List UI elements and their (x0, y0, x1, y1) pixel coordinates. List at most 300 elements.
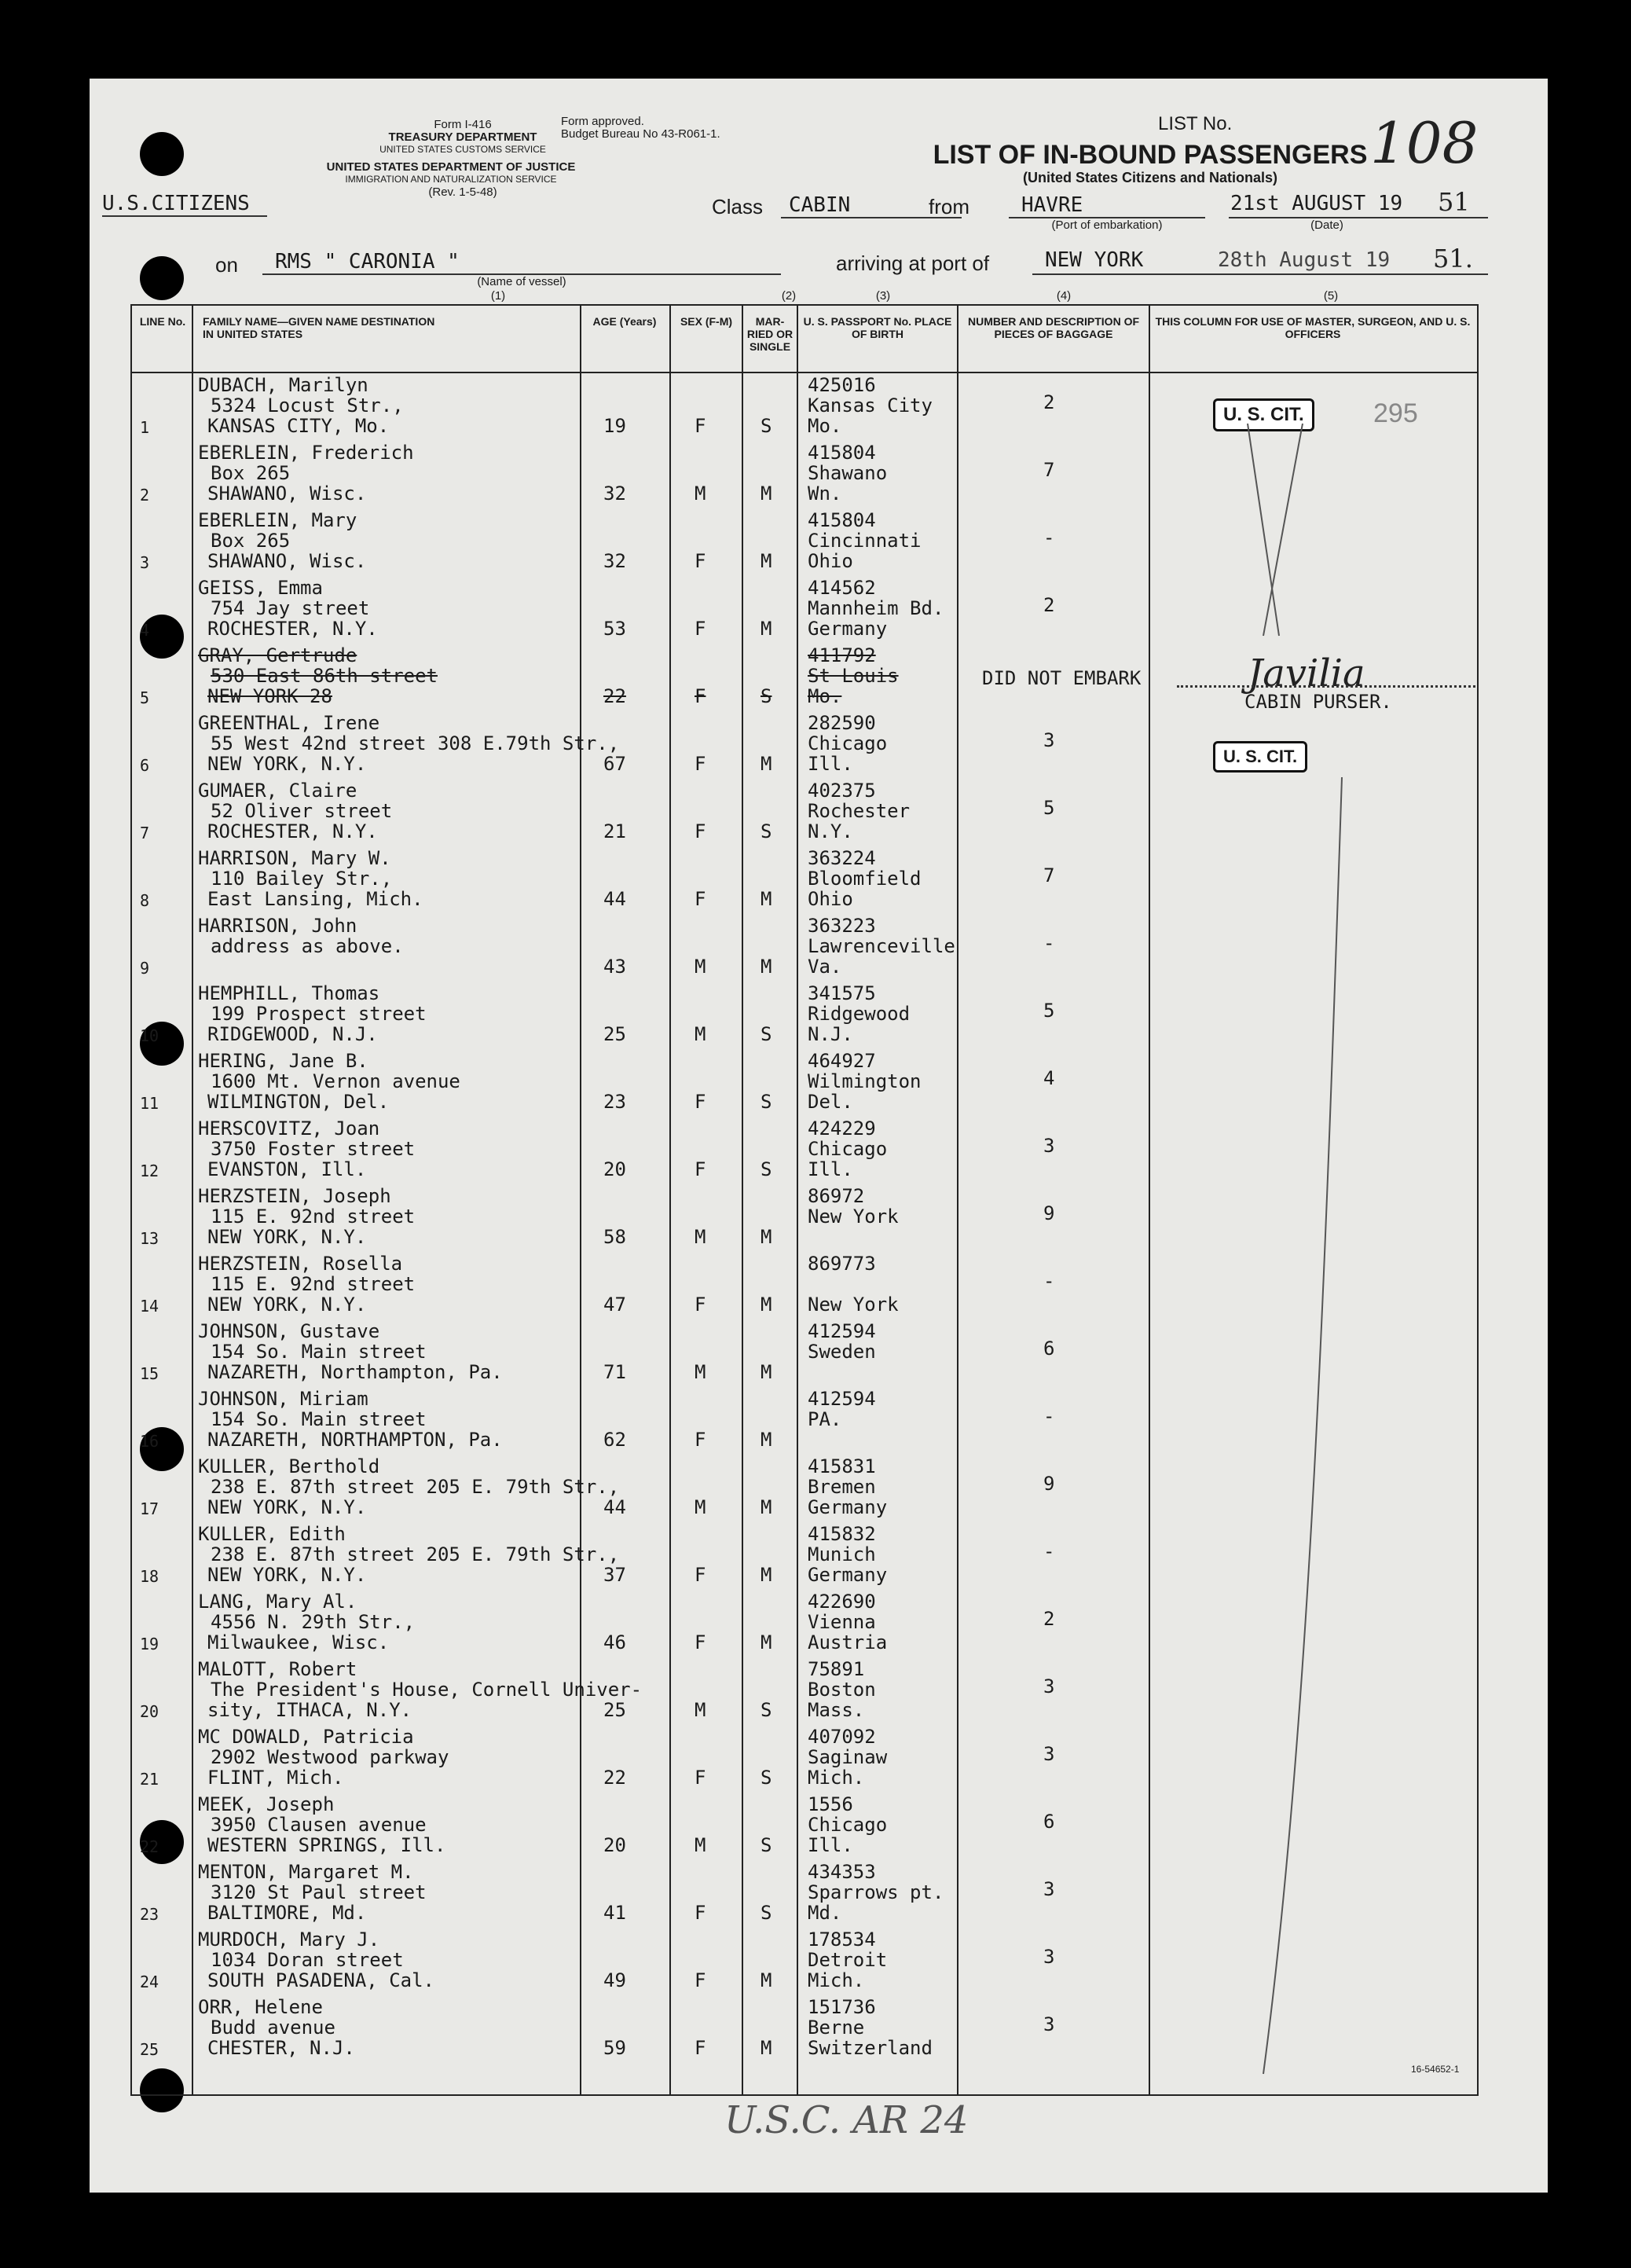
age: 20 (603, 1834, 626, 1856)
line-number: 3 (140, 553, 150, 572)
stamp-number: 295 (1373, 398, 1418, 428)
birth-place: Chicago (808, 1138, 888, 1160)
vessel-label: (Name of vessel) (477, 275, 566, 288)
passenger-name: GREENTHAL, Irene (198, 712, 380, 734)
address-city: WILMINGTON, Del. (207, 1091, 390, 1113)
baggage-count: 4 (1043, 1067, 1055, 1089)
marital-status: M (761, 1294, 772, 1316)
marital-status: M (761, 956, 772, 978)
passport-number: 415804 (808, 442, 876, 464)
address-city: Milwaukee, Wisc. (207, 1631, 390, 1653)
col-line: LINE No. (139, 315, 186, 328)
birth-place-2: Germany (808, 1496, 888, 1518)
date-label: (Date) (1310, 218, 1343, 232)
address-street: 754 Jay street (211, 597, 370, 619)
form-code: 16-54652-1 (1411, 2064, 1460, 2075)
passport-number: 424229 (808, 1117, 876, 1140)
col-num-2: (2) (781, 289, 797, 303)
sex: F (695, 618, 706, 640)
col-num-1: (1) (490, 289, 506, 303)
birth-place-2: Ohio (808, 888, 853, 910)
marital-status: M (761, 618, 772, 640)
passenger-name: EBERLEIN, Mary (198, 509, 357, 531)
sex: F (695, 685, 706, 707)
line-number: 13 (140, 1229, 159, 1248)
col-passport: U. S. PASSPORT No. PLACE OF BIRTH (803, 315, 952, 340)
baggage-count: 2 (1043, 594, 1055, 616)
address-street: 1600 Mt. Vernon avenue (211, 1070, 460, 1092)
address-street: 530 East 86th street (211, 665, 438, 687)
punch-hole (140, 132, 184, 176)
baggage-count: 5 (1043, 797, 1055, 819)
address-street: Box 265 (211, 462, 291, 484)
passenger-name: EBERLEIN, Frederich (198, 442, 414, 464)
birth-place-2: Germany (808, 1564, 888, 1586)
sex: F (695, 1767, 706, 1789)
marital-status: S (761, 1902, 772, 1924)
passenger-name: MALOTT, Robert (198, 1658, 357, 1680)
sex: F (695, 820, 706, 842)
col-sex: SEX (F-M) (680, 315, 733, 328)
birth-place-2: Ohio (808, 550, 853, 572)
marital-status: M (761, 2037, 772, 2059)
address-street: 154 So. Main street (211, 1408, 427, 1430)
address-city: ROCHESTER, N.Y. (207, 618, 378, 640)
address-city: NEW YORK, N.Y. (207, 1496, 367, 1518)
birth-place: Chicago (808, 732, 888, 754)
age: 44 (603, 888, 626, 910)
marital-status: M (761, 1429, 772, 1451)
line-number: 4 (140, 621, 150, 640)
sex: F (695, 888, 706, 910)
baggage-count: 9 (1043, 1202, 1055, 1224)
sex: F (695, 1294, 706, 1316)
marital-status: M (761, 1496, 772, 1518)
punch-hole (140, 256, 184, 300)
age: 19 (603, 415, 626, 437)
marital-status: S (761, 1023, 772, 1045)
passport-number: 422690 (808, 1591, 876, 1613)
marital-status: S (761, 415, 772, 437)
line-number: 21 (140, 1770, 159, 1789)
birth-place: PA. (808, 1408, 842, 1430)
arrival-date: 28th August 19 (1218, 248, 1391, 272)
baggage-count: 6 (1043, 1338, 1055, 1360)
on-label: on (215, 253, 238, 277)
age: 71 (603, 1361, 626, 1383)
line-number: 6 (140, 756, 150, 775)
marital-status: S (761, 1158, 772, 1180)
address-street: 154 So. Main street (211, 1341, 427, 1363)
sex: F (695, 415, 706, 437)
passport-number: 75891 (808, 1658, 865, 1680)
passenger-name: JOHNSON, Miriam (198, 1388, 368, 1410)
birth-place-2: New York (808, 1294, 899, 1316)
marital-status: S (761, 1699, 772, 1721)
passport-number: 415804 (808, 509, 876, 531)
vessel-name: RMS " CARONIA " (275, 250, 460, 273)
age: 46 (603, 1631, 626, 1653)
immigration-service: IMMIGRATION AND NATURALIZATION SERVICE (345, 174, 557, 185)
from-value: HAVRE (1021, 193, 1083, 217)
sex: F (695, 550, 706, 572)
passenger-name: KULLER, Berthold (198, 1455, 380, 1477)
passenger-name: HEMPHILL, Thomas (198, 982, 380, 1004)
passport-number: 425016 (808, 374, 876, 396)
passport-number: 86972 (808, 1185, 865, 1207)
baggage-count: - (1043, 932, 1055, 954)
birth-place: Munich (808, 1543, 876, 1565)
page-subtitle: (United States Citizens and Nationals) (1022, 170, 1278, 185)
address-street: 2902 Westwood parkway (211, 1746, 449, 1768)
line-number: 7 (140, 824, 150, 842)
birth-place-2: Ill. (808, 753, 853, 775)
sex: M (695, 483, 706, 505)
passenger-name: MC DOWALD, Patricia (198, 1726, 414, 1748)
birth-place-2: Mass. (808, 1699, 865, 1721)
baggage-count: 3 (1043, 2013, 1055, 2035)
passport-number: 282590 (808, 712, 876, 734)
birth-place: Lawrenceville (808, 935, 955, 957)
birth-place: Sparrows pt. (808, 1881, 944, 1903)
date-year: 51 (1438, 187, 1470, 217)
age: 37 (603, 1564, 626, 1586)
arriving-label: arriving at port of (836, 251, 990, 275)
form-number: Form I-416 (434, 118, 492, 131)
sex: F (695, 1158, 706, 1180)
birth-place-2: Switzerland (808, 2037, 933, 2059)
line-number: 5 (140, 688, 150, 707)
age: 25 (603, 1023, 626, 1045)
baggage-count: 7 (1043, 864, 1055, 886)
line-number: 19 (140, 1635, 159, 1653)
us-cit-stamp: U. S. CIT. (1213, 398, 1314, 431)
cabin-purser: CABIN PURSER. (1244, 691, 1392, 713)
class-label: Class (712, 195, 764, 218)
passenger-name: HERZSTEIN, Joseph (198, 1185, 391, 1207)
justice-dept: UNITED STATES DEPARTMENT OF JUSTICE (326, 160, 576, 174)
line-number: 25 (140, 2040, 159, 2059)
birth-place-2: Austria (808, 1631, 888, 1653)
address-city: WESTERN SPRINGS, Ill. (207, 1834, 446, 1856)
birth-place: Rochester (808, 800, 911, 822)
birth-place-2: Germany (808, 618, 888, 640)
col-married: MAR-RIED OR SINGLE (746, 315, 794, 353)
line-number: 17 (140, 1499, 159, 1518)
passenger-name: GRAY, Gertrude (198, 644, 357, 666)
passport-number: 151736 (808, 1996, 876, 2018)
baggage-count: 3 (1043, 1743, 1055, 1765)
address-street: 1034 Doran street (211, 1949, 404, 1971)
baggage-count: 7 (1043, 459, 1055, 481)
address-city: FLINT, Mich. (207, 1767, 344, 1789)
address-city: SHAWANO, Wisc. (207, 550, 367, 572)
marital-status: M (761, 550, 772, 572)
age: 21 (603, 820, 626, 842)
col-officers: THIS COLUMN FOR USE OF MASTER, SURGEON, AND U. S. OFFICERS (1155, 315, 1471, 340)
passport-number: 434353 (808, 1861, 876, 1883)
birth-place-2: Md. (808, 1902, 842, 1924)
line-number: 15 (140, 1364, 159, 1383)
sex: F (695, 1969, 706, 1991)
passport-number: 464927 (808, 1050, 876, 1072)
birth-place-2: Va. (808, 956, 842, 978)
col-num-5: (5) (1323, 289, 1339, 303)
age: 41 (603, 1902, 626, 1924)
birth-place-2: Mich. (808, 1767, 865, 1789)
baggage-count: - (1043, 1270, 1055, 1292)
marital-status: M (761, 483, 772, 505)
address-street: 3750 Foster street (211, 1138, 416, 1160)
line-number: 22 (140, 1837, 159, 1856)
line-number: 24 (140, 1973, 159, 1991)
address-city: CHESTER, N.J. (207, 2037, 355, 2059)
address-city: ROCHESTER, N.Y. (207, 820, 378, 842)
birth-place: Bremen (808, 1476, 876, 1498)
customs-service: UNITED STATES CUSTOMS SERVICE (379, 144, 546, 155)
sex: M (695, 956, 706, 978)
age: 32 (603, 483, 626, 505)
passenger-name: LANG, Mary Al. (198, 1591, 357, 1613)
address-street: The President's House, Cornell Univer- (211, 1679, 643, 1701)
passenger-name: HERSCOVITZ, Joan (198, 1117, 380, 1140)
passenger-name: JOHNSON, Gustave (198, 1320, 380, 1342)
budget-note: Budget Bureau No 43-R061-1. (561, 127, 720, 141)
birth-place-2: Mo. (808, 415, 842, 437)
line-number: 1 (140, 418, 150, 437)
sex: F (695, 2037, 706, 2059)
birth-place-2: Mich. (808, 1969, 865, 1991)
baggage-count: - (1043, 1540, 1055, 1562)
sex: F (695, 1631, 706, 1653)
passport-number: 407092 (808, 1726, 876, 1748)
baggage-count: 2 (1043, 1608, 1055, 1630)
address-city: NEW YORK, N.Y. (207, 753, 367, 775)
address-city: East Lansing, Mich. (207, 888, 423, 910)
address-street: 3120 St Paul street (211, 1881, 427, 1903)
address-city: NEW YORK, N.Y. (207, 1294, 367, 1316)
age: 22 (603, 685, 626, 707)
revision: (Rev. 1-5-48) (428, 185, 497, 199)
age: 62 (603, 1429, 626, 1451)
birth-place: Shawano (808, 462, 888, 484)
birth-place: St Louis (808, 665, 899, 687)
age: 20 (603, 1158, 626, 1180)
line-number: 14 (140, 1297, 159, 1316)
treasury-dept: TREASURY DEPARTMENT (388, 130, 537, 144)
sex: M (695, 1699, 706, 1721)
line-number: 12 (140, 1162, 159, 1180)
address-street: 4556 N. 29th Str., (211, 1611, 416, 1633)
sex: M (695, 1496, 706, 1518)
marital-status: M (761, 1361, 772, 1383)
birth-place: Wilmington (808, 1070, 922, 1092)
col-age: AGE (Years) (592, 315, 657, 328)
approved-note: Form approved. (561, 115, 644, 128)
address-street: 3950 Clausen avenue (211, 1814, 427, 1836)
passenger-name: MURDOCH, Mary J. (198, 1929, 380, 1951)
sex: F (695, 1091, 706, 1113)
port-embark-label: (Port of embarkation) (1051, 218, 1163, 232)
address-street: Box 265 (211, 530, 291, 552)
address-street: 199 Prospect street (211, 1003, 427, 1025)
passenger-name: ORR, Helene (198, 1996, 323, 2018)
address-city: NAZARETH, NORTHAMPTON, Pa. (207, 1429, 503, 1451)
passport-number: 412594 (808, 1388, 876, 1410)
passport-number: 341575 (808, 982, 876, 1004)
line-number: 16 (140, 1432, 159, 1451)
address-city: SOUTH PASADENA, Cal. (207, 1969, 434, 1991)
passenger-name: HARRISON, John (198, 915, 357, 937)
purser-signature: Javilia (1248, 651, 1365, 695)
line-number: 10 (140, 1026, 159, 1045)
birth-place: Bloomfield (808, 868, 922, 890)
address-city: NEW YORK, N.Y. (207, 1226, 367, 1248)
address-city: sity, ITHACA, N.Y. (207, 1699, 412, 1721)
age: 32 (603, 550, 626, 572)
marital-status: M (761, 888, 772, 910)
sex: F (695, 1564, 706, 1586)
baggage-count: 9 (1043, 1473, 1055, 1495)
bottom-note: U.S.C. AR 24 (724, 2098, 969, 2142)
age: 47 (603, 1294, 626, 1316)
line-number: 20 (140, 1702, 159, 1721)
age: 67 (603, 753, 626, 775)
us-citizens-label: U.S.CITIZENS (102, 192, 250, 215)
address-city: KANSAS CITY, Mo. (207, 415, 390, 437)
marital-status: M (761, 1969, 772, 1991)
passenger-name: GUMAER, Claire (198, 780, 357, 802)
birth-place: Detroit (808, 1949, 888, 1971)
passport-number: 415831 (808, 1455, 876, 1477)
birth-place-2: Ill. (808, 1158, 853, 1180)
sex: M (695, 1834, 706, 1856)
passenger-name: KULLER, Edith (198, 1523, 346, 1545)
birth-place: Mannheim Bd. (808, 597, 944, 619)
marital-status: M (761, 1564, 772, 1586)
pencil-marks (132, 306, 1477, 2094)
birth-place-2: Ill. (808, 1834, 853, 1856)
list-number: 108 (1370, 110, 1479, 176)
passenger-name: HERZSTEIN, Rosella (198, 1253, 403, 1275)
baggage-count: 2 (1043, 391, 1055, 413)
passport-number: 869773 (808, 1253, 876, 1275)
marital-status: S (761, 1767, 772, 1789)
address-street: 115 E. 92nd street (211, 1273, 416, 1295)
passenger-name: MEEK, Joseph (198, 1793, 335, 1815)
marital-status: S (761, 685, 772, 707)
did-not-embark: DID NOT EMBARK (982, 667, 1142, 689)
birth-place: Kansas City (808, 395, 933, 417)
birth-place: Vienna (808, 1611, 876, 1633)
from-label: from (929, 195, 969, 218)
address-street: 5324 Locust Str., (211, 395, 404, 417)
age: 43 (603, 956, 626, 978)
col-baggage: NUMBER AND DESCRIPTION OF PIECES OF BAGGAGE (967, 315, 1140, 340)
sex: F (695, 1902, 706, 1924)
age: 25 (603, 1699, 626, 1721)
birth-place-2: Wn. (808, 483, 842, 505)
age: 58 (603, 1226, 626, 1248)
col-name: FAMILY NAME—GIVEN NAME DESTINATION IN UNITED STATES (203, 315, 435, 340)
sex: M (695, 1023, 706, 1045)
birth-place-2: N.J. (808, 1023, 853, 1045)
baggage-count: 5 (1043, 1000, 1055, 1022)
birth-place-2: N.Y. (808, 820, 853, 842)
passenger-name: HARRISON, Mary W. (198, 847, 391, 869)
baggage-count: 3 (1043, 1675, 1055, 1697)
birth-place: Sweden (808, 1341, 876, 1363)
passenger-name: HERING, Jane B. (198, 1050, 368, 1072)
passport-number: 402375 (808, 780, 876, 802)
age: 44 (603, 1496, 626, 1518)
class-value: CABIN (789, 193, 851, 217)
line-number: 18 (140, 1567, 159, 1586)
birth-place: Chicago (808, 1814, 888, 1836)
baggage-count: 6 (1043, 1811, 1055, 1833)
address-street: 55 West 42nd street 308 E.79th Str., (211, 732, 620, 754)
col-num-4: (4) (1056, 289, 1072, 303)
age: 53 (603, 618, 626, 640)
address-street: 110 Bailey Str., (211, 868, 393, 890)
marital-status: M (761, 1226, 772, 1248)
line-number: 23 (140, 1905, 159, 1924)
page-title: LIST OF IN-BOUND PASSENGERS (933, 140, 1368, 170)
sex: F (695, 753, 706, 775)
sex: M (695, 1361, 706, 1383)
passport-number: 363224 (808, 847, 876, 869)
date-value: 21st AUGUST 19 (1230, 192, 1403, 215)
marital-status: M (761, 1631, 772, 1653)
col-num-3: (3) (875, 289, 891, 303)
passport-number: 178534 (808, 1929, 876, 1951)
passport-number: 412594 (808, 1320, 876, 1342)
birth-place: Ridgewood (808, 1003, 911, 1025)
line-number: 8 (140, 891, 150, 910)
passport-number: 411792 (808, 644, 876, 666)
passenger-name: DUBACH, Marilyn (198, 374, 368, 396)
passport-number: 1556 (808, 1793, 853, 1815)
passport-number: 414562 (808, 577, 876, 599)
baggage-count: - (1043, 527, 1055, 549)
baggage-count: 3 (1043, 1135, 1055, 1157)
address-street: 238 E. 87th street 205 E. 79th Str., (211, 1543, 620, 1565)
address-street: Budd avenue (211, 2017, 335, 2039)
passport-number: 363223 (808, 915, 876, 937)
arrival-year: 51. (1433, 244, 1473, 273)
passenger-table (130, 304, 1479, 2096)
age: 23 (603, 1091, 626, 1113)
line-number: 2 (140, 486, 150, 505)
birth-place: Saginaw (808, 1746, 888, 1768)
address-city: SHAWANO, Wisc. (207, 483, 367, 505)
age: 59 (603, 2037, 626, 2059)
address-city: RIDGEWOOD, N.J. (207, 1023, 378, 1045)
passport-number: 415832 (808, 1523, 876, 1545)
baggage-count: 3 (1043, 729, 1055, 751)
address-street: address as above. (211, 935, 404, 957)
address-street: 52 Oliver street (211, 800, 393, 822)
list-no-label: LIST No. (1158, 113, 1233, 134)
birth-place-2: Mo. (808, 685, 842, 707)
address-city: EVANSTON, Ill. (207, 1158, 367, 1180)
birth-place: New York (808, 1206, 899, 1228)
passenger-name: MENTON, Margaret M. (198, 1861, 414, 1883)
line-number: 9 (140, 959, 150, 978)
sex: M (695, 1226, 706, 1248)
us-cit-stamp-2: U. S. CIT. (1213, 741, 1307, 773)
address-city: NEW YORK, N.Y. (207, 1564, 367, 1586)
